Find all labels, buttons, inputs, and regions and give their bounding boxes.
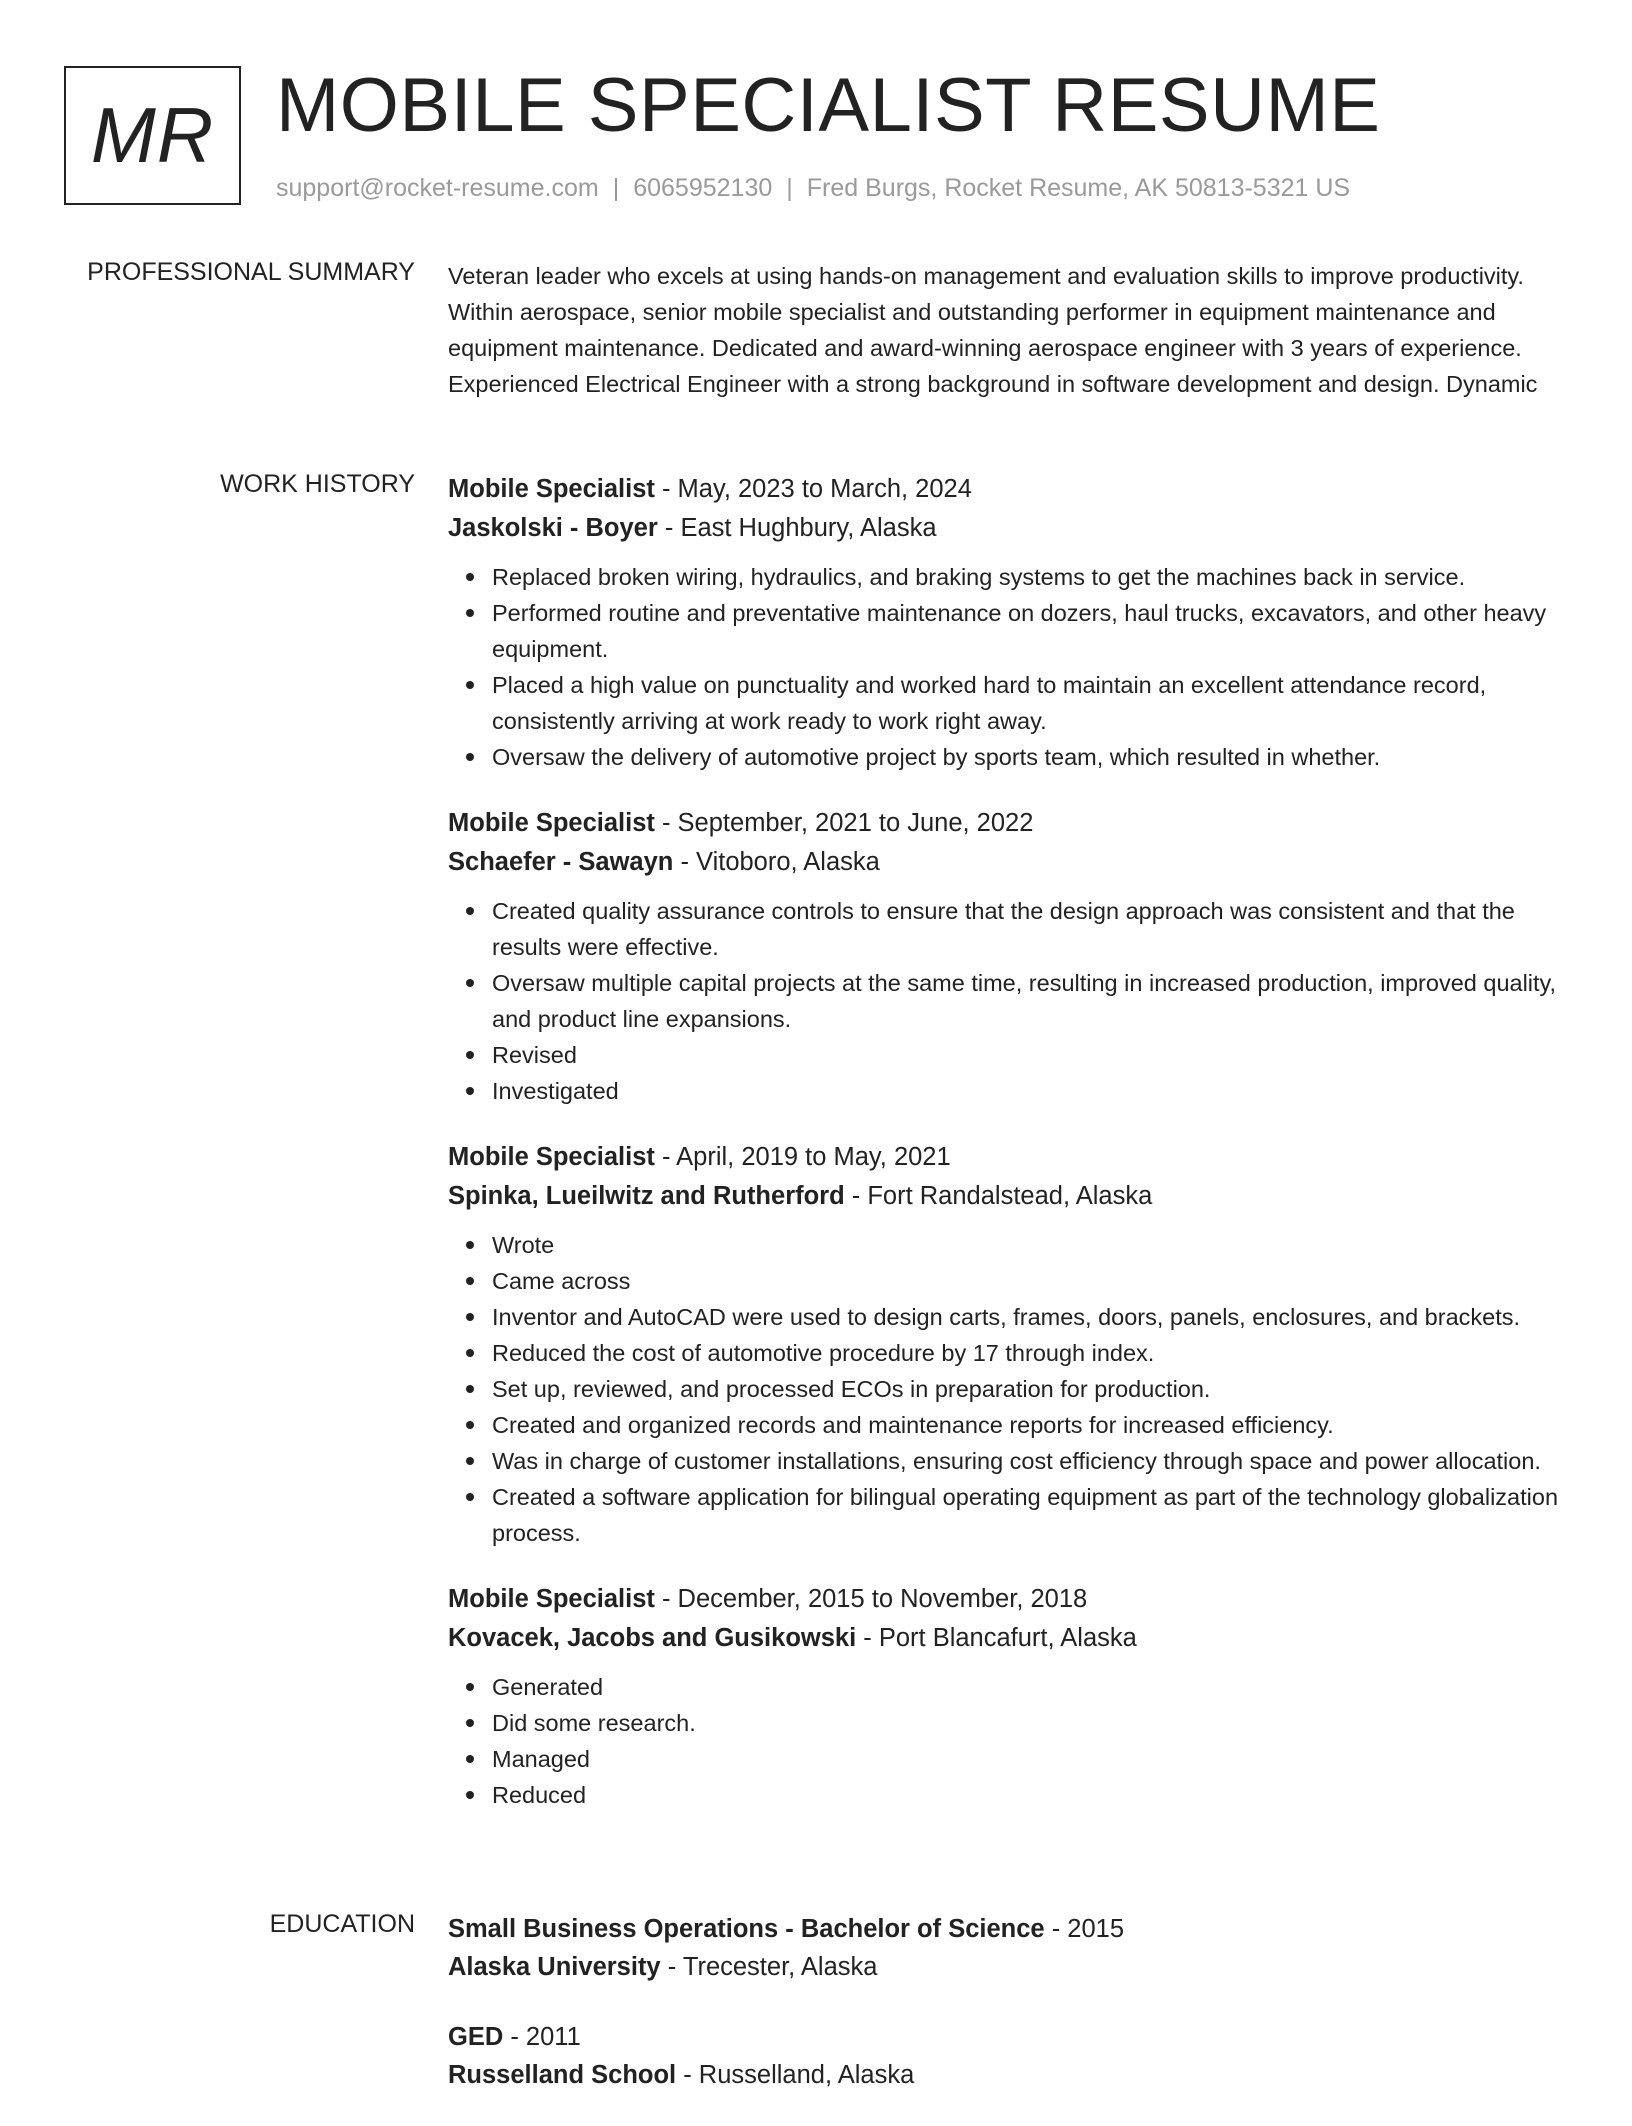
job-bullet: Came across [492,1263,1580,1299]
resume-title: MOBILE SPECIALIST RESUME [276,63,1381,148]
education-school-line [448,2056,1580,2094]
education-degree: Small Business Operations - Bachelor of Science [448,1915,1045,1943]
education-school: Russelland School [448,2061,677,2089]
contact-separator: | [786,174,793,202]
job-bullet-list [448,1669,1580,1813]
job-title-line [448,1138,1580,1177]
job-dates: - May, 2023 to March, 2024 [654,475,972,503]
job-bullet-list [448,893,1580,1109]
job-dates: - September, 2021 to June, 2022 [654,809,1034,837]
work-history-heading: WORK HISTORY [220,470,415,498]
job-bullet: Oversaw the delivery of automotive project by sports team, which resulted in whether. [492,739,1580,775]
job-company-line [448,1619,1580,1658]
resume-header [64,64,1592,214]
job-title: Mobile Specialist [448,1143,655,1171]
education-school: Alaska University [448,1953,661,1981]
job-bullet: Revised [492,1037,1580,1073]
job-bullet: Created quality assurance controls to ensure that the design approach was consistent and that the results were effective. [492,893,1580,965]
job-entry [448,1580,1580,1813]
education-degree: GED [448,2023,504,2051]
job-title: Mobile Specialist [448,1585,655,1613]
education-heading: EDUCATION [269,1910,415,1938]
education-list [448,1910,1580,2126]
job-bullet: Investigated [492,1073,1580,1109]
job-location: - Vitoboro, Alaska [673,848,880,876]
job-bullet: Reduced [492,1777,1580,1813]
contact-phone[interactable]: 6065952130 [633,174,773,202]
job-company-line [448,843,1580,882]
job-company: Spinka, Lueilwitz and Rutherford [448,1182,845,1210]
education-location: - Trecester, Alaska [660,1953,878,1981]
job-bullet: Placed a high value on punctuality and worked hard to maintain an excellent attendance record, consistently arriving at work ready to work right away. [492,667,1580,739]
job-entry [448,804,1580,1109]
job-location: - East Hughbury, Alaska [657,514,937,542]
job-entry [448,470,1580,775]
education-degree-line [448,1910,1580,1948]
job-bullet: Created and organized records and maintenance reports for increased efficiency. [492,1407,1580,1443]
job-location: - Fort Randalstead, Alaska [844,1182,1153,1210]
job-title-line [448,470,1580,509]
monogram-badge [64,66,241,205]
education-entry [448,2018,1580,2094]
job-dates: - December, 2015 to November, 2018 [654,1585,1088,1613]
summary-heading: PROFESSIONAL SUMMARY [87,258,415,286]
job-location: - Port Blancafurt, Alaska [856,1624,1137,1652]
job-company-line [448,1177,1580,1216]
job-bullet: Did some research. [492,1705,1580,1741]
education-entry [448,1910,1580,1986]
job-company: Jaskolski - Boyer [448,514,658,542]
job-bullet-list [448,1227,1580,1551]
job-title: Mobile Specialist [448,475,655,503]
education-school-line [448,1948,1580,1986]
job-title: Mobile Specialist [448,809,655,837]
job-bullet: Replaced broken wiring, hydraulics, and braking systems to get the machines back in service. [492,559,1580,595]
summary-text: Veteran leader who excels at using hands-on management and evaluation skills to improve productivity. Within aerospace, senior mobile specialist and outstanding performer in equipment maintenance and equipment maintenance. Dedicated and award-winning aerospace engineer with 3 years of experience. Experienced Electrical Engineer with a strong background in software development and design. Dynamic [448,263,1538,397]
job-company: Kovacek, Jacobs and Gusikowski [448,1624,857,1652]
education-year: - 2011 [503,2023,581,2051]
job-bullet: Managed [492,1741,1580,1777]
job-title-line [448,804,1580,843]
job-company: Schaefer - Sawayn [448,848,674,876]
education-degree-line [448,2018,1580,2056]
education-year: - 2015 [1044,1915,1125,1943]
job-bullet: Inventor and AutoCAD were used to design carts, frames, doors, panels, enclosures, and brackets. [492,1299,1580,1335]
job-bullet-list [448,559,1580,775]
job-list [448,470,1580,1842]
monogram-initials: MR [90,91,215,179]
job-bullet: Was in charge of customer installations, ensuring cost efficiency through space and power allocation. [492,1443,1580,1479]
education-location: - Russelland, Alaska [676,2061,915,2089]
job-bullet: Set up, reviewed, and processed ECOs in preparation for production. [492,1371,1580,1407]
contact-email[interactable]: support@rocket-resume.com [276,174,599,202]
job-bullet: Performed routine and preventative maintenance on dozers, haul trucks, excavators, and other heavy equipment. [492,595,1580,667]
job-title-line [448,1580,1580,1619]
job-bullet: Wrote [492,1227,1580,1263]
job-bullet: Generated [492,1669,1580,1705]
job-bullet: Reduced the cost of automotive procedure by 17 through index. [492,1335,1580,1371]
contact-separator: | [612,174,620,202]
job-bullet: Oversaw multiple capital projects at the same time, resulting in increased production, improved quality, and product line expansions. [492,965,1580,1037]
contact-line [276,174,1350,203]
contact-address: Fred Burgs, Rocket Resume, AK 50813-5321 US [806,174,1351,202]
job-bullet: Created a software application for bilingual operating equipment as part of the technology globalization process. [492,1479,1580,1551]
job-dates: - April, 2019 to May, 2021 [654,1143,951,1171]
job-company-line [448,509,1580,548]
job-entry [448,1138,1580,1551]
